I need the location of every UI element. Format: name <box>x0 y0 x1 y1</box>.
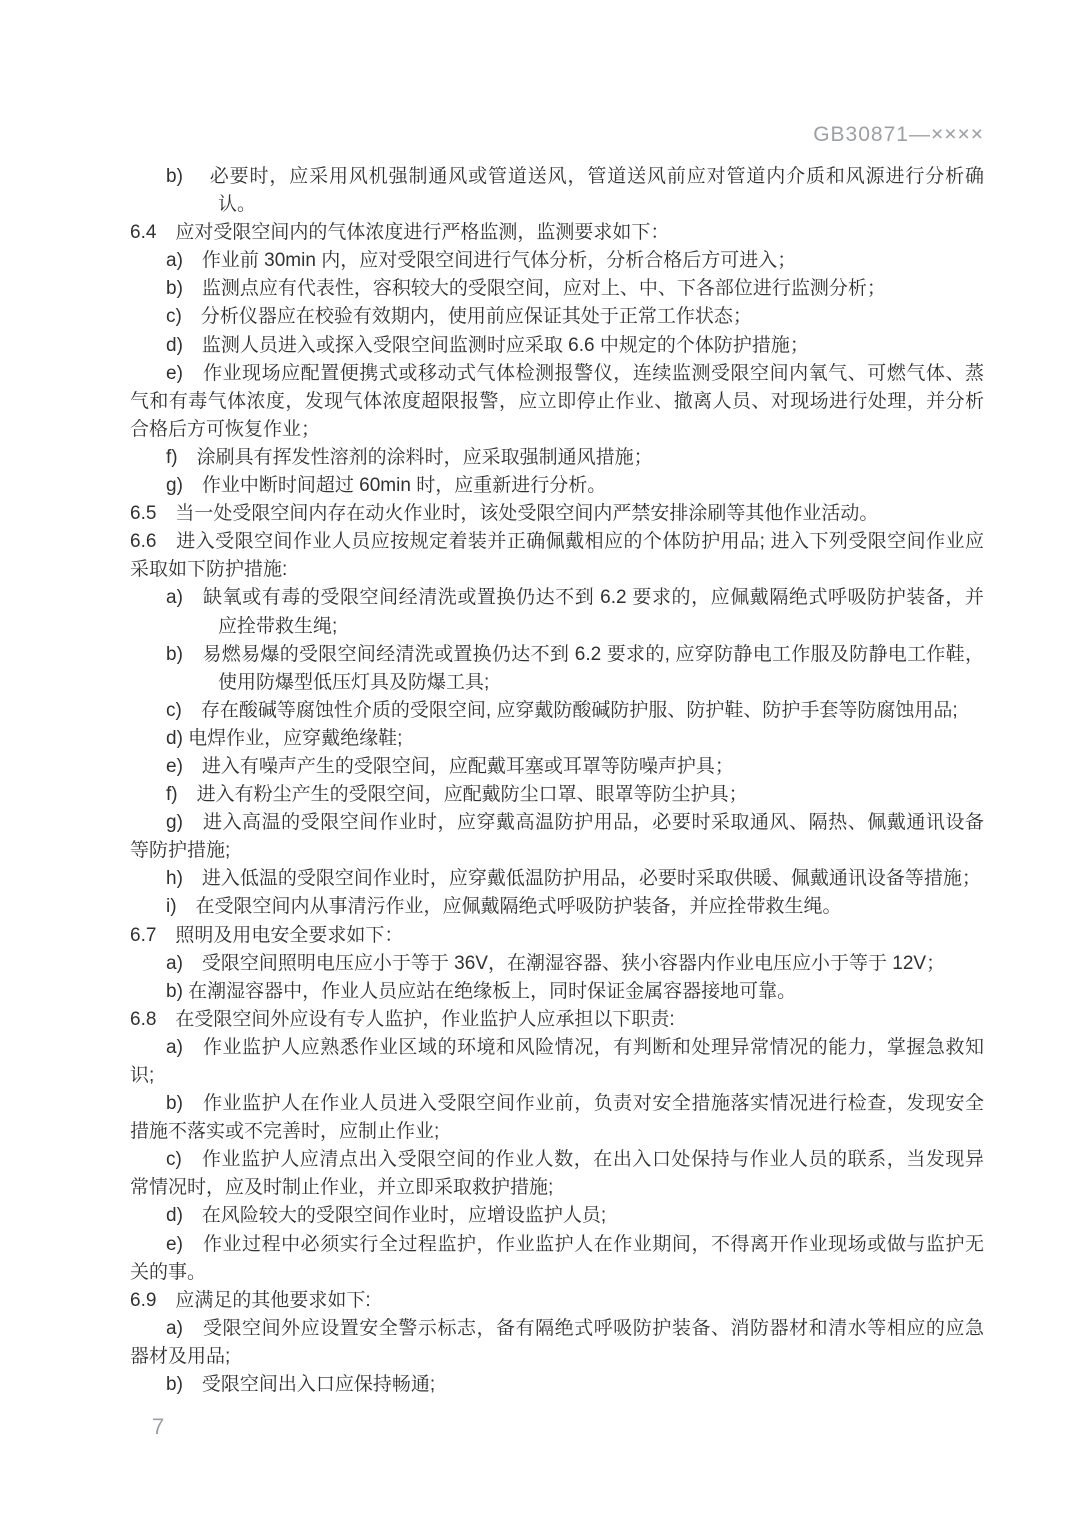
standard-number: GB30871—×××× <box>813 123 984 146</box>
text-line: a) 作业前 30min 内，应对受限空间进行气体分析，分析合格后方可进入； <box>166 250 797 272</box>
text-line: b) 受限空间出入口应保持畅通; <box>166 1374 436 1396</box>
text-line: 6.6 进入受限空间作业人员应按规定着装并正确佩戴相应的个体防护用品; 进入下列受限空间作业应 <box>130 531 984 553</box>
text-line: g) 进入高温的受限空间作业时，应穿戴高温防护用品，必要时采取通风、隔热、佩戴通讯设备 <box>166 812 984 834</box>
text-line: d) 电焊作业，应穿戴绝缘鞋; <box>166 727 403 749</box>
text-line: c) 作业监护人应清点出入受限空间的作业人数，在出入口处保持与作业人员的联系，当发现异 <box>166 1149 984 1171</box>
text-line: 应拴带救生绳; <box>218 615 338 637</box>
text-line: d) 在风险较大的受限空间作业时，应增设监护人员; <box>166 1205 607 1227</box>
text-line: 认。 <box>218 194 257 216</box>
text-line: i) 在受限空间内从事清污作业，应佩戴隔绝式呼吸防护装备，并应拴带救生绳。 <box>166 896 842 918</box>
text-line: a) 作业监护人应熟悉作业区域的环境和风险情况，有判断和处理异常情况的能力，掌握急救知 <box>166 1036 984 1058</box>
text-line: 常情况时，应及时制止作业，并立即采取救护措施; <box>130 1177 554 1199</box>
text-line: e) 作业过程中必须实行全过程监护，作业监护人在作业期间，不得离开作业现场或做与监护无 <box>166 1233 984 1255</box>
text-line: c) 存在酸碱等腐蚀性介质的受限空间, 应穿戴防酸碱防护服、防护鞋、防护手套等防腐蚀用品; <box>166 699 958 721</box>
text-line: 6.7 照明及用电安全要求如下： <box>130 924 404 946</box>
text-line: 合格后方可恢复作业； <box>130 418 321 440</box>
text-line: 等防护措施; <box>130 840 231 862</box>
text-line: 使用防爆型低压灯具及防爆工具; <box>218 671 490 693</box>
text-line: 识; <box>130 1065 155 1086</box>
text-line: e) 进入有噪声产生的受限空间，应配戴耳塞或耳罩等防噪声护具； <box>166 755 734 777</box>
text-line: a) 受限空间照明电压应小于等于 36V，在潮湿容器、狭小容器内作业电压应小于等于 12V； <box>166 952 946 974</box>
text-line: 措施不落实或不完善时，应制止作业; <box>130 1121 440 1143</box>
text-line: h) 进入低温的受限空间作业时，应穿戴低温防护用品，必要时采取供暖、佩戴通讯设备等措施； <box>166 868 981 890</box>
text-line: 6.5 当一处受限空间内存在动火作业时，该处受限空间内严禁安排涂刷等其他作业活动。 <box>130 503 879 525</box>
text-line: b) 易燃易爆的受限空间经清洗或置换仍达不到 6.2 要求的, 应穿防静电工作服及防静电工作鞋， <box>166 643 984 665</box>
text-line: b) 在潮湿容器中，作业人员应站在绝缘板上，同时保证金属容器接地可靠。 <box>166 980 797 1002</box>
text-line: b) 作业监护人在作业人员进入受限空间作业前，负责对安全措施落实情况进行检查，发现安全 <box>166 1093 984 1115</box>
document-content <box>130 163 984 1399</box>
text-line: e) 作业现场应配置便携式或移动式气体检测报警仪，连续监测受限空间内氧气、可燃气体、蒸 <box>166 362 984 384</box>
text-line: a) 受限空间外应设置安全警示标志，备有隔绝式呼吸防护装备、消防器材和清水等相应的应急 <box>166 1317 984 1339</box>
text-line: g) 作业中断时间超过 60min 时，应重新进行分析。 <box>166 475 607 497</box>
page-number: 7 <box>152 1414 165 1439</box>
text-line: 器材及用品; <box>130 1345 231 1367</box>
text-line: 6.8 在受限空间外应设有专人监护，作业监护人应承担以下职责: <box>130 1008 675 1030</box>
text-line: b) 必要时，应采用风机强制通风或管道送风，管道送风前应对管道内介质和风源进行分析确 <box>166 166 984 187</box>
text-line: 6.9 应满足的其他要求如下: <box>130 1289 371 1311</box>
text-line: 气和有毒气体浓度，发现气体浓度超限报警，应立即停止作业、撤离人员、对现场进行处理，并分析 <box>130 390 984 412</box>
page-header <box>130 123 984 147</box>
text-line: c) 分析仪器应在校验有效期内，使用前应保证其处于正常工作状态； <box>166 306 752 328</box>
text-line: 关的事。 <box>130 1261 207 1283</box>
text-line: b) 监测点应有代表性，容积较大的受限空间，应对上、中、下各部位进行监测分析； <box>166 278 886 300</box>
text-line: 采取如下防护措施: <box>130 559 288 581</box>
text-line: 6.4 应对受限空间内的气体浓度进行严格监测，监测要求如下： <box>130 222 670 244</box>
page-footer <box>152 1414 164 1440</box>
text-line: f) 涂刷具有挥发性溶剂的涂料时，应采取强制通风措施； <box>166 446 653 468</box>
text-line: f) 进入有粉尘产生的受限空间，应配戴防尘口罩、眼罩等防尘护具； <box>166 784 748 806</box>
text-line: a) 缺氧或有毒的受限空间经清洗或置换仍达不到 6.2 要求的，应佩戴隔绝式呼吸防护装备，并 <box>166 587 984 609</box>
text-line: d) 监测人员进入或探入受限空间监测时应采取 6.6 中规定的个体防护措施； <box>166 334 809 356</box>
